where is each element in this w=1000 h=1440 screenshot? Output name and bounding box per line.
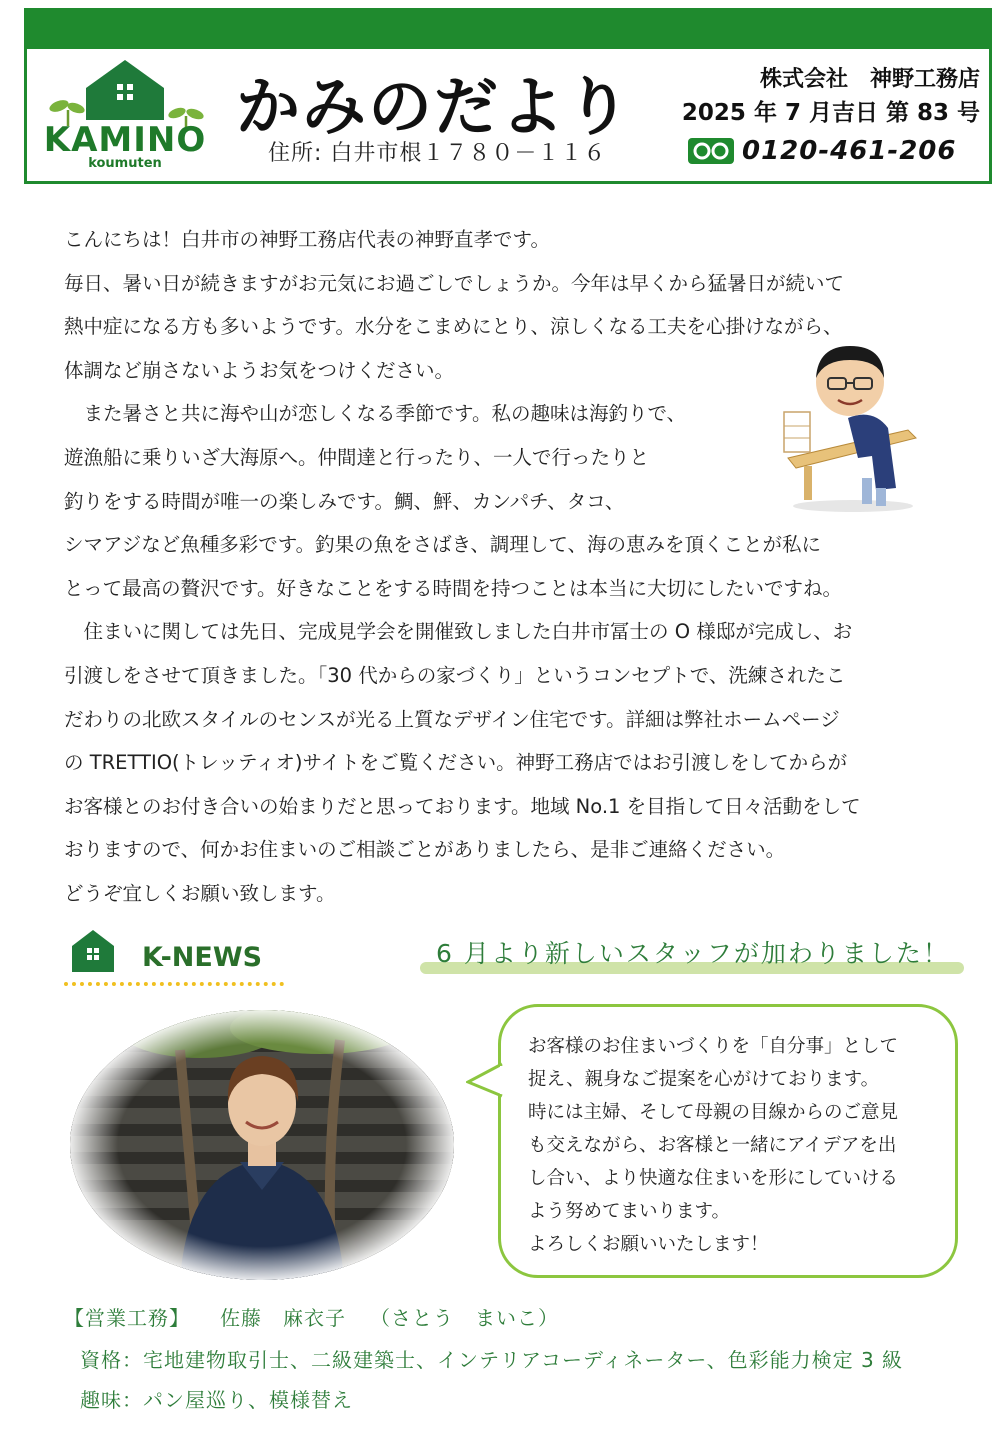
new-staff-headline: 6 月より新しいスタッフが加わりました！ (436, 939, 950, 968)
article-line: 遊漁船に乗りいざ大海原へ。仲間達と行ったり、一人で行ったりと (64, 445, 650, 469)
staff-hobbies: 趣味：パン屋巡り、模様替え (80, 1388, 353, 1412)
greeting-article (64, 218, 964, 916)
article-line: とって最高の贅沢です。好きなことをする時間を持つことは本当に大切にしたいですね。 (64, 576, 843, 600)
article-line: 熱中症になる方も多いようです。水分をこまめにとり、涼しくなる工夫を心掛けながら、 (64, 315, 843, 339)
article-line: おりますので、何かお住まいのご相談ごとがありましたら、是非ご連絡ください。 (64, 838, 786, 862)
staff-qualifications: 資格：宅地建物取引士、二級建築士、インテリアコーディネーター、色彩能力検定 3 級 (80, 1348, 904, 1372)
logo-subtitle: koumuten (88, 156, 162, 171)
free-dial-icon (688, 138, 734, 164)
house-logo-icon (84, 58, 166, 122)
staff-name-reading: （さとう まいこ） (370, 1306, 559, 1330)
article-line: お客様とのお付き合いの始まりだと思っております。地域 No.1 を目指して日々活動をして (64, 794, 861, 818)
k-news-label: K-NEWS (142, 942, 263, 973)
message-line: し合い、より快適な住まいを形にしていける (528, 1168, 899, 1189)
k-news-house-icon (70, 928, 116, 974)
staff-message-text (528, 1030, 948, 1261)
staff-photo-image (70, 1010, 454, 1280)
article-line: また暑さと共に海や山が恋しくなる季節です。私の趣味は海釣りで、 (64, 402, 687, 426)
phone-block (688, 134, 957, 168)
k-news-dotted-underline (64, 982, 284, 986)
header-green-bar (27, 11, 989, 49)
article-line: の TRETTIO(トレッティオ)サイトをご覧ください。神野工務店ではお引渡しをしてからが (64, 751, 848, 775)
company-name: 株式会社 神野工務店 (759, 67, 980, 92)
article-line: 釣りをする時間が唯一の楽しみです。鯛、鮃、カンパチ、タコ、 (64, 489, 625, 513)
staff-photo (70, 1010, 454, 1280)
article-line: 住まいに関しては先日、完成見学会を開催致しました白井市冨士の O 様邸が完成し、お (64, 620, 853, 644)
staff-name: 佐藤 麻衣子 (220, 1306, 346, 1330)
kamino-logo (30, 56, 220, 176)
message-line: よう努めてまいります。 (528, 1201, 731, 1222)
message-line: お客様のお住まいづくりを「自分事」として (528, 1036, 899, 1057)
bubble-tail-shape (466, 1060, 504, 1100)
article-line: だわりの北欧スタイルのセンスが光る上質なデザイン住宅です。詳細は弊社ホームページ (64, 707, 840, 731)
staff-identity (64, 1302, 559, 1331)
company-address: 住所: 白井市根１７８０－１１６ (268, 141, 607, 166)
message-line: も交えながら、お客様と一緒にアイデアを出 (528, 1135, 897, 1156)
message-line: よろしくお願いいたします！ (528, 1234, 769, 1255)
article-line: 体調など崩さないようお気をつけください。 (64, 358, 455, 382)
phone-number: 0120-461-206 (742, 136, 957, 166)
message-line: 捉え、親身なご提案を心がけております。 (528, 1069, 880, 1090)
article-line: 毎日、暑い日が続きますがお元気にお過ごしでしょうか。今年は早くから猛暑日が続いて (64, 271, 845, 295)
newsletter-title: かみのだより (236, 71, 632, 145)
article-line: こんにちは！白井市の神野工務店代表の神野直孝です。 (64, 228, 550, 251)
article-line: 引渡しをさせて頂きました。「30 代からの家づくり」というコンセプトで、洗練されたこ (64, 663, 846, 687)
article-line: どうぞ宜しくお願い致します。 (64, 881, 336, 905)
message-line: 時には主婦、そして母親の目線からのご意見 (528, 1102, 899, 1123)
issue-date: 2025 年 7 月吉日 第 83 号 (681, 100, 980, 126)
article-line: シマアジなど魚種多彩です。釣果の魚をさばき、調理して、海の恵みを頂くことが私に (64, 533, 821, 557)
staff-role: 【営業工務】 (64, 1306, 190, 1330)
logo-wordmark: KAMINO (43, 120, 207, 160)
president-caricature-illustration (778, 338, 928, 514)
